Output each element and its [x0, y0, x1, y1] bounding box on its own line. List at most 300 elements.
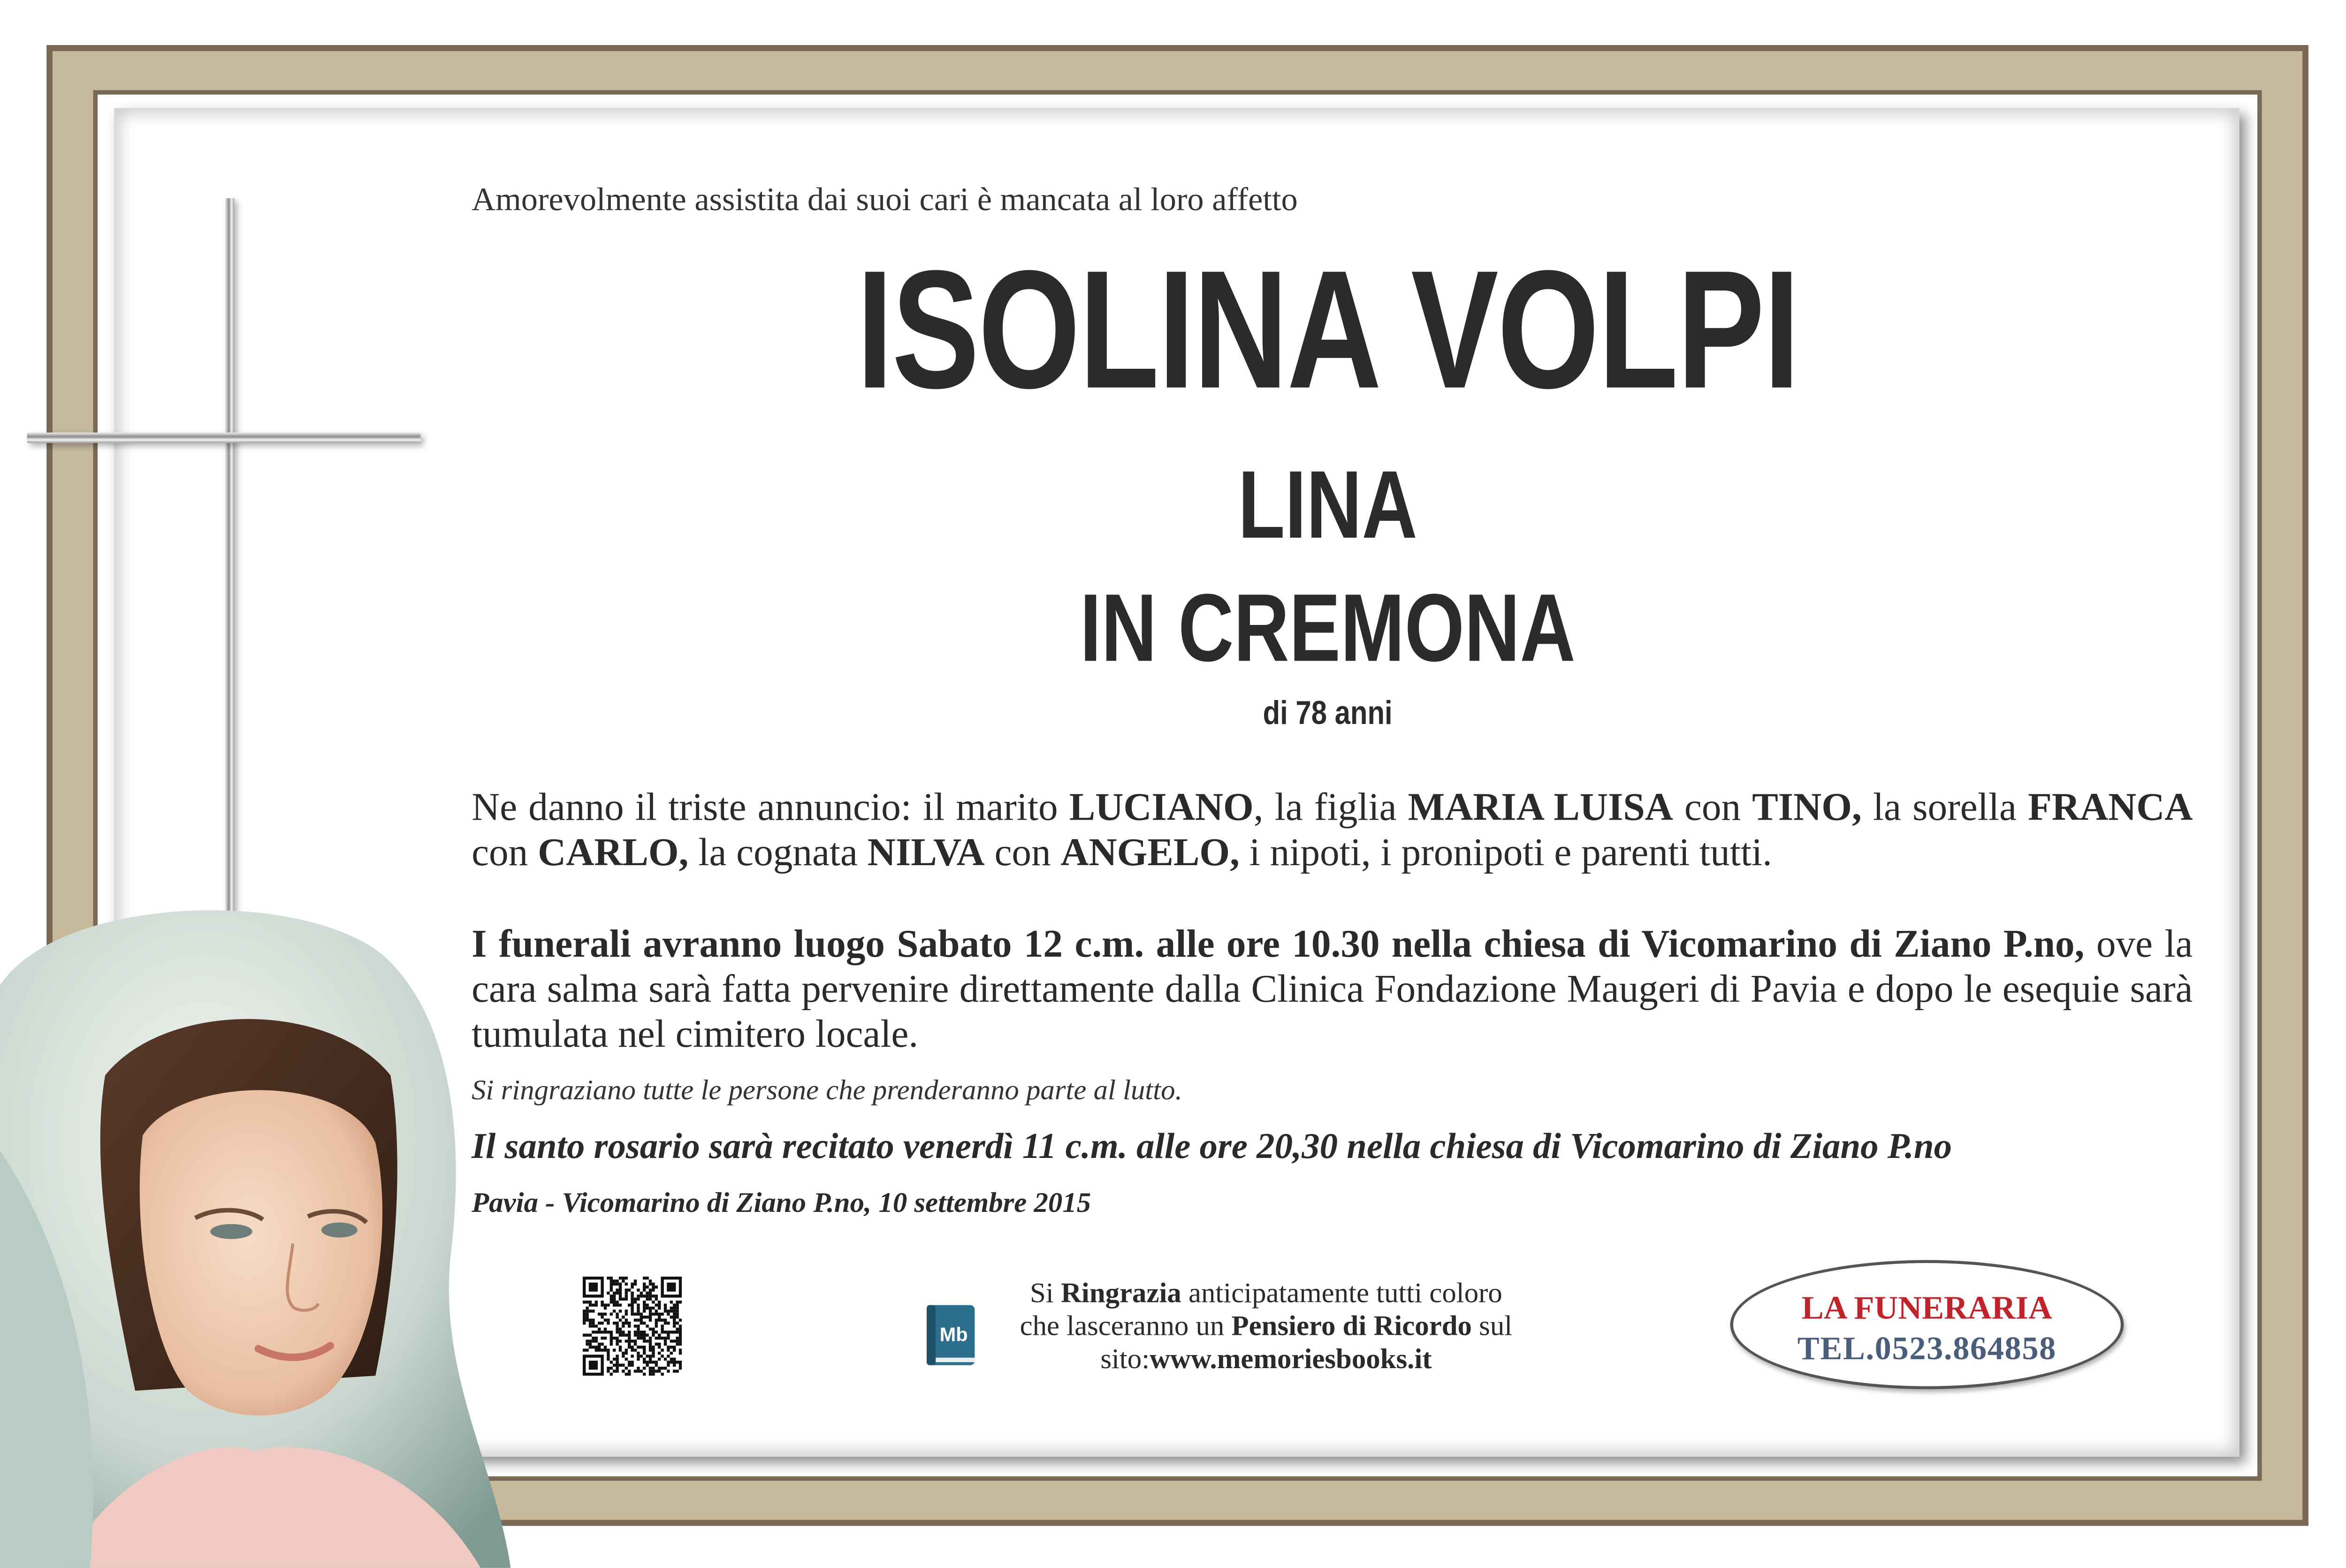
qr-module: [613, 1309, 616, 1312]
qr-module: [613, 1370, 616, 1372]
qr-module: [610, 1277, 613, 1279]
qr-module: [595, 1337, 598, 1340]
qr-module: [622, 1298, 625, 1301]
qr-module: [664, 1318, 667, 1321]
qr-module: [649, 1298, 652, 1301]
qr-module: [673, 1364, 676, 1367]
qr-module: [616, 1292, 618, 1294]
qr-module: [646, 1340, 648, 1342]
qr-module: [595, 1346, 598, 1348]
qr-module: [652, 1307, 655, 1309]
qr-module: [646, 1324, 648, 1327]
qr-module: [592, 1309, 594, 1312]
qr-module: [616, 1367, 618, 1370]
announce-name: LUCIANO: [1069, 785, 1254, 829]
qr-module: [643, 1322, 646, 1324]
qr-module: [613, 1358, 616, 1361]
qr-module: [625, 1292, 628, 1294]
qr-module: [646, 1298, 648, 1301]
qr-module: [589, 1340, 592, 1342]
announce-name: FRANCA: [2028, 785, 2193, 829]
qr-module: [622, 1277, 625, 1279]
qr-module: [586, 1343, 588, 1346]
qr-module: [676, 1337, 678, 1340]
qr-module: [634, 1279, 637, 1282]
qr-module: [652, 1328, 655, 1331]
memories-website-link: www.memoriesbooks.it: [1150, 1344, 1432, 1376]
qr-module: [634, 1340, 637, 1342]
qr-module: [628, 1288, 631, 1291]
qr-module: [640, 1318, 643, 1321]
qr-module: [631, 1313, 633, 1316]
qr-module: [637, 1303, 640, 1306]
qr-module: [643, 1277, 646, 1279]
qr-module: [634, 1318, 637, 1321]
qr-module: [637, 1298, 640, 1301]
qr-module: [583, 1322, 586, 1324]
qr-module: [619, 1328, 622, 1331]
announce-name: TINO,: [1752, 785, 1862, 829]
qr-module: [661, 1313, 663, 1316]
qr-module: [652, 1348, 655, 1351]
qr-module: [619, 1340, 622, 1342]
qr-module: [670, 1346, 673, 1348]
qr-module: [634, 1348, 637, 1351]
qr-module: [658, 1367, 661, 1370]
qr-module: [655, 1313, 658, 1316]
qr-module: [676, 1303, 678, 1306]
qr-module: [586, 1348, 588, 1351]
qr-module: [655, 1286, 658, 1288]
qr-module: [634, 1301, 637, 1303]
qr-module: [610, 1343, 613, 1346]
qr-module: [607, 1318, 609, 1321]
qr-module: [589, 1361, 598, 1370]
qr-module: [679, 1343, 682, 1346]
qr-module: [613, 1337, 616, 1340]
qr-module: [643, 1307, 646, 1309]
qr-module: [673, 1340, 676, 1342]
qr-module: [634, 1298, 637, 1301]
qr-module: [649, 1337, 652, 1340]
qr-module: [670, 1361, 673, 1363]
qr-module: [661, 1331, 663, 1333]
qr-module: [613, 1301, 616, 1303]
qr-module: [661, 1324, 663, 1327]
announce-text: Ne danno il triste annuncio: il marito: [472, 785, 1069, 829]
qr-module: [613, 1303, 616, 1306]
qr-module: [619, 1303, 622, 1306]
announcement-paragraph: [472, 785, 2193, 875]
announce-text: i nipoti, i pronipoti e parenti tutti.: [1239, 830, 1772, 874]
qr-module: [631, 1364, 633, 1367]
qr-module: [670, 1352, 673, 1355]
qr-module: [586, 1309, 588, 1312]
qr-module: [607, 1352, 609, 1355]
qr-module: [586, 1318, 588, 1321]
announce-name: CARLO,: [538, 830, 689, 874]
qr-module: [601, 1337, 603, 1340]
qr-module: [625, 1277, 628, 1279]
qr-module: [601, 1316, 603, 1318]
qr-module: [598, 1331, 601, 1333]
qr-module: [607, 1322, 609, 1324]
qr-module: [643, 1346, 646, 1348]
qr-module: [658, 1352, 661, 1355]
qr-module: [598, 1322, 601, 1324]
qr-module: [652, 1333, 655, 1336]
qr-module: [595, 1303, 598, 1306]
qr-module: [679, 1364, 682, 1367]
qr-module: [676, 1328, 678, 1331]
qr-module: [616, 1328, 618, 1331]
qr-module: [622, 1355, 625, 1357]
qr-module: [607, 1277, 609, 1279]
qr-module: [649, 1316, 652, 1318]
memories-message: [991, 1278, 1541, 1377]
qr-module: [649, 1328, 652, 1331]
qr-module: [676, 1340, 678, 1342]
qr-module: [649, 1346, 652, 1348]
qr-module: [628, 1322, 631, 1324]
qr-module: [640, 1370, 643, 1372]
qr-module: [625, 1352, 628, 1355]
qr-module: [646, 1333, 648, 1336]
qr-module: [640, 1333, 643, 1336]
announce-text: , la figlia: [1253, 785, 1408, 829]
qr-module: [607, 1303, 609, 1306]
qr-module: [583, 1333, 586, 1336]
qr-module: [619, 1283, 622, 1286]
qr-module: [679, 1340, 682, 1342]
qr-module: [625, 1294, 628, 1297]
qr-module: [622, 1333, 625, 1336]
qr-module: [619, 1286, 622, 1288]
qr-module: [610, 1313, 613, 1316]
qr-module: [628, 1373, 631, 1376]
qr-module: [631, 1294, 633, 1297]
qr-module: [631, 1292, 633, 1294]
qr-module: [646, 1364, 648, 1367]
qr-module: [604, 1307, 607, 1309]
qr-module: [652, 1294, 655, 1297]
qr-module: [658, 1343, 661, 1346]
qr-module: [649, 1313, 652, 1316]
qr-module: [664, 1367, 667, 1370]
qr-module: [646, 1355, 648, 1357]
qr-module: [631, 1346, 633, 1348]
qr-module: [610, 1288, 613, 1291]
qr-module: [655, 1318, 658, 1321]
qr-module: [616, 1358, 618, 1361]
qr-module: [589, 1322, 592, 1324]
qr-module: [643, 1373, 646, 1376]
qr-module: [610, 1337, 613, 1340]
qr-module: [673, 1324, 676, 1327]
qr-module: [637, 1333, 640, 1336]
qr-module: [631, 1283, 633, 1286]
qr-module: [607, 1358, 609, 1361]
qr-module: [592, 1337, 594, 1340]
qr-module: [643, 1358, 646, 1361]
qr-module: [628, 1346, 631, 1348]
qr-module: [610, 1286, 613, 1288]
memories-icon-label: Mb: [939, 1323, 968, 1346]
qr-module: [643, 1303, 646, 1306]
qr-module: [628, 1361, 631, 1363]
qr-module: [589, 1283, 598, 1292]
funeral-details: I funerali avranno luogo Sabato 12 c.m. alle ore 10.30 nella chiesa di Vicomarino di Ziano P.no,: [472, 922, 2085, 966]
qr-module: [586, 1313, 588, 1316]
qr-module: [661, 1328, 663, 1331]
qr-module: [631, 1348, 633, 1351]
memories-line-3[interactable]: sito:www.memoriesbooks.it: [1100, 1344, 1432, 1376]
qr-module: [664, 1331, 667, 1333]
qr-module: [619, 1333, 622, 1336]
qr-module: [619, 1294, 622, 1297]
qr-module: [643, 1333, 646, 1336]
qr-module: [643, 1301, 646, 1303]
qr-module: [679, 1352, 682, 1355]
qr-module: [616, 1343, 618, 1346]
qr-module: [658, 1358, 661, 1361]
qr-module: [670, 1309, 673, 1312]
qr-module: [601, 1303, 603, 1306]
qr-module: [622, 1322, 625, 1324]
qr-module: [670, 1331, 673, 1333]
qr-module: [613, 1322, 616, 1324]
qr-module: [643, 1331, 646, 1333]
qr-module: [592, 1318, 594, 1321]
qr-module: [583, 1309, 586, 1312]
qr-module: [637, 1346, 640, 1348]
qr-module: [679, 1348, 682, 1351]
qr-module: [628, 1333, 631, 1336]
qr-module: [655, 1324, 658, 1327]
qr-module: [637, 1328, 640, 1331]
qr-module: [595, 1324, 598, 1327]
qr-module: [601, 1348, 603, 1351]
qr-module: [655, 1303, 658, 1306]
qr-module: [601, 1313, 603, 1316]
qr-module: [622, 1352, 625, 1355]
qr-module: [622, 1316, 625, 1318]
qr-module: [643, 1348, 646, 1351]
qr-module: [637, 1370, 640, 1372]
qr-module: [679, 1361, 682, 1363]
qr-module: [595, 1340, 598, 1342]
qr-module: [622, 1364, 625, 1367]
qr-module: [610, 1294, 613, 1297]
qr-module: [616, 1283, 618, 1286]
qr-module: [628, 1337, 631, 1340]
qr-module: [649, 1292, 652, 1294]
qr-module: [679, 1318, 682, 1321]
qr-module: [664, 1340, 667, 1342]
qr-module: [628, 1370, 631, 1372]
announce-name: NILVA: [867, 830, 985, 874]
qr-module: [640, 1337, 643, 1340]
qr-module: [592, 1340, 594, 1342]
qr-module: [616, 1324, 618, 1327]
qr-module: [592, 1324, 594, 1327]
qr-module: [616, 1370, 618, 1372]
funeral-home-phone[interactable]: TEL.0523.864858: [1797, 1329, 2057, 1367]
qr-module: [640, 1292, 643, 1294]
qr-module: [616, 1337, 618, 1340]
qr-module: [667, 1364, 670, 1367]
qr-module: [664, 1303, 667, 1306]
qr-module: [610, 1340, 613, 1342]
qr-module: [646, 1286, 648, 1288]
qr-module: [616, 1340, 618, 1342]
qr-module: [616, 1361, 618, 1363]
thanks-line: Si ringraziano tutte le persone che prenderanno parte al lutto.: [472, 1075, 1182, 1107]
memories-book-icon[interactable]: [924, 1303, 978, 1366]
qr-module: [613, 1364, 616, 1367]
qr-module: [613, 1298, 616, 1301]
qr-module: [619, 1348, 622, 1351]
qr-module: [661, 1348, 663, 1351]
qr-module: [661, 1337, 663, 1340]
qr-module: [589, 1343, 592, 1346]
qr-module: [586, 1316, 588, 1318]
qr-module: [634, 1313, 637, 1316]
qr-code-icon[interactable]: [583, 1277, 682, 1376]
funeral-paragraph: [472, 922, 2193, 1057]
qr-module: [670, 1316, 673, 1318]
qr-module: [646, 1292, 648, 1294]
qr-module: [655, 1322, 658, 1324]
qr-module: [607, 1370, 609, 1372]
qr-module: [619, 1331, 622, 1333]
qr-module: [586, 1307, 588, 1309]
qr-module: [667, 1333, 670, 1336]
qr-module: [658, 1301, 661, 1303]
qr-module: [589, 1301, 592, 1303]
qr-module: [658, 1318, 661, 1321]
qr-module: [613, 1279, 616, 1282]
qr-module: [649, 1367, 652, 1370]
qr-module: [673, 1309, 676, 1312]
qr-module: [643, 1316, 646, 1318]
qr-module: [667, 1337, 670, 1340]
qr-module: [625, 1333, 628, 1336]
qr-module: [625, 1298, 628, 1301]
qr-module: [592, 1322, 594, 1324]
qr-module: [658, 1307, 661, 1309]
qr-module: [628, 1303, 631, 1306]
qr-module: [667, 1283, 676, 1292]
qr-module: [670, 1358, 673, 1361]
qr-module: [631, 1340, 633, 1342]
qr-module: [628, 1364, 631, 1367]
qr-module: [628, 1343, 631, 1346]
qr-module: [643, 1294, 646, 1297]
qr-module: [616, 1288, 618, 1291]
deceased-name: ISOLINA VOLPI: [856, 236, 1799, 424]
qr-module: [646, 1303, 648, 1306]
qr-module: [610, 1367, 613, 1370]
qr-module: [649, 1288, 652, 1291]
qr-module: [640, 1322, 643, 1324]
qr-module: [625, 1340, 628, 1342]
qr-module: [589, 1346, 592, 1348]
qr-module: [625, 1318, 628, 1321]
qr-module: [622, 1370, 625, 1372]
qr-module: [610, 1361, 613, 1363]
qr-module: [673, 1316, 676, 1318]
qr-module: [679, 1337, 682, 1340]
qr-module: [658, 1313, 661, 1316]
qr-module: [607, 1355, 609, 1357]
qr-module: [667, 1361, 670, 1363]
qr-module: [619, 1292, 622, 1294]
qr-module: [607, 1348, 609, 1351]
qr-module: [598, 1348, 601, 1351]
qr-module: [613, 1283, 616, 1286]
qr-module: [655, 1309, 658, 1312]
qr-module: [595, 1331, 598, 1333]
qr-module: [667, 1331, 670, 1333]
qr-module: [652, 1355, 655, 1357]
qr-module: [616, 1331, 618, 1333]
qr-module: [586, 1333, 588, 1336]
qr-module: [637, 1288, 640, 1291]
qr-module: [661, 1367, 663, 1370]
qr-module: [655, 1364, 658, 1367]
qr-module: [643, 1283, 646, 1286]
qr-module: [637, 1294, 640, 1297]
qr-module: [655, 1361, 658, 1363]
qr-module: [634, 1333, 637, 1336]
qr-module: [637, 1358, 640, 1361]
qr-module: [664, 1343, 667, 1346]
qr-module: [622, 1279, 625, 1282]
qr-module: [676, 1313, 678, 1316]
qr-module: [649, 1361, 652, 1363]
madonna-image: [0, 895, 510, 1568]
qr-module: [631, 1355, 633, 1357]
qr-module: [637, 1318, 640, 1321]
qr-module: [658, 1303, 661, 1306]
qr-module: [610, 1331, 613, 1333]
qr-module: [673, 1307, 676, 1309]
qr-module: [637, 1337, 640, 1340]
qr-module: [649, 1343, 652, 1346]
qr-module: [625, 1313, 628, 1316]
qr-module: [631, 1307, 633, 1309]
qr-module: [676, 1301, 678, 1303]
qr-module: [640, 1313, 643, 1316]
qr-module: [667, 1322, 670, 1324]
qr-module: [652, 1301, 655, 1303]
qr-module: [649, 1355, 652, 1357]
qr-module: [676, 1307, 678, 1309]
qr-module: [646, 1307, 648, 1309]
qr-module: [649, 1340, 652, 1342]
qr-module: [619, 1298, 622, 1301]
qr-module: [628, 1324, 631, 1327]
qr-module: [634, 1370, 637, 1372]
qr-module: [583, 1316, 586, 1318]
qr-module: [661, 1373, 663, 1376]
qr-module: [592, 1346, 594, 1348]
qr-module: [589, 1303, 592, 1306]
qr-module: [676, 1322, 678, 1324]
qr-module: [673, 1331, 676, 1333]
qr-module: [667, 1309, 670, 1312]
